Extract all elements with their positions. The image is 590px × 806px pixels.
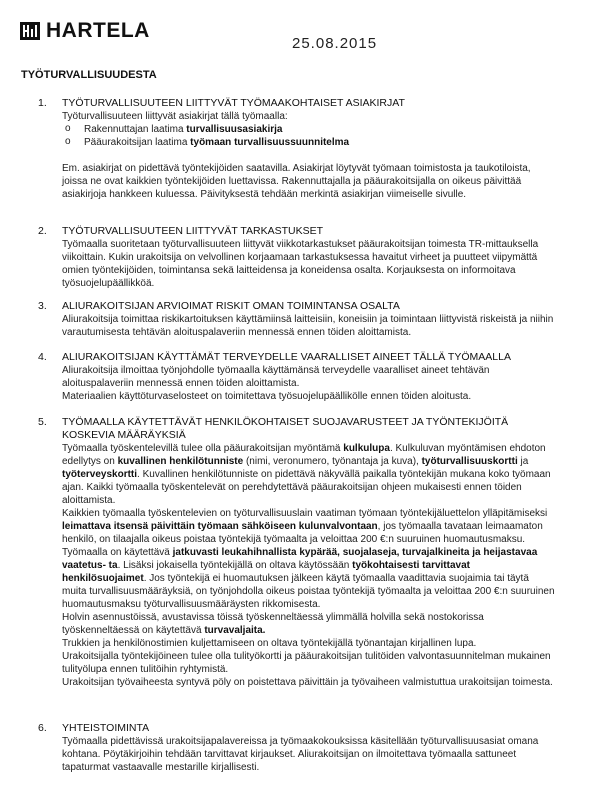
list-item [62, 123, 556, 136]
paragraph: Trukkien ja henkilönostimien kuljettamiseen on oltava työntekijällä työnantajan kirjallinen lupa. [62, 638, 477, 649]
list-item [62, 136, 556, 149]
section-body [38, 442, 556, 689]
section-body [38, 364, 556, 403]
section-body [38, 735, 556, 774]
paragraph: Holvin asennustöissä, avustavissa töissä työskenneltäessä ylimmällä holvilla sekä nostokorissa työskenneltäessä on käytettävä turvavaljaita. [62, 612, 484, 636]
section-number: 1. [38, 97, 47, 109]
section-3 [38, 300, 556, 339]
section-body [38, 313, 556, 339]
logo-text: HARTELA [46, 19, 150, 42]
section-heading [38, 416, 556, 442]
paragraph: Aliurakoitsija toimittaa riskikartoituksen käyttämiinsä laitteisiin, koneisiin ja toimintaan liittyvistä riskeistä ja niihin varautumisesta tehtävän aloituspalaveriin mennessä ennen töiden aloittamista. [62, 314, 554, 338]
section-body [38, 110, 556, 201]
section-number: 5. [38, 416, 47, 428]
section-number: 2. [38, 225, 47, 237]
hartela-logo-icon [19, 20, 41, 42]
list-item-text: Pääurakoitsijan laatima [84, 137, 191, 148]
section-number: 6. [38, 722, 47, 734]
section-6 [38, 722, 556, 774]
section-title: TYÖTURVALLISUUTEEN LIITTYVÄT TYÖMAAKOHTAISET ASIAKIRJAT [62, 97, 405, 109]
section-number: 3. [38, 300, 47, 312]
list-item-bold: turvallisuusasiakirja [186, 124, 283, 135]
section-title: TYÖTURVALLISUUTEEN LIITTYVÄT TARKASTUKSET [62, 225, 324, 237]
paragraph: Materiaalien käyttöturvaselosteet on toimitettava työsuojelupäällikölle ennen töiden aloitusta. [62, 391, 472, 402]
paragraph: Työmaalla suoritetaan työturvallisuuteen liittyvät viikkotarkastukset pääurakoitsijan toimesta TR-mittauksella viikoittain. Kukin urakoitsija on velvollinen korjaamaan tarkastuksessa havaitut virheet ja puutteet viipymättä omien työntekijöiden, toimintansa sekä laitteidensa ja koneidensa osalta. Korjauksesta on informoitava työsuojelupäällikköä. [62, 239, 539, 289]
section-number: 4. [38, 351, 47, 363]
list-item-bold: työmaan turvallisuussuunnitelma [190, 137, 350, 148]
section-4 [38, 351, 556, 403]
section-heading [38, 225, 556, 238]
section-heading [38, 722, 556, 735]
paragraph: Työmaalla pidettävissä urakoitsijapalavereissa ja työmaakokouksissa käsitellään työturvallisuusasiat omana kohtana. Pöytäkirjoihin tehdään tarvittavat kirjaukset. Aliurakoitsijan on ilmoitettava työmaalla sattuneet tapaturmat vastaavalle mestarille kirjallisesti. [62, 736, 539, 773]
section-title: YHTEISTOIMINTA [62, 722, 150, 734]
section-5 [38, 416, 556, 689]
paragraph: Em. asiakirjat on pidettävä työntekijöiden saatavilla. Asiakirjat löytyvät työmaan toimistosta ja taukotiloista, joissa ne ovat kaikkien työntekijöiden luettavissa. Rakennuttajalla ja pääurakoitsijalla on oikeus päivittää asiakirjoja hankkeen kuluessa. Päivityksestä tehdään merkintä asiakirjan viimeiselle sivulle. [62, 163, 531, 200]
section-1 [38, 97, 556, 201]
paragraph: Aliurakoitsija ilmoittaa työnjohdolle työmaalla käyttämänsä terveydelle vaaralliset aineet tehtävän aloituspalaveriin mennessä ennen töiden aloittamista. [62, 365, 490, 389]
paragraph: Urakoitsijalla työntekijöineen tulee olla tulityökortti ja pääurakoitsijan tulitöiden valvontasuunnitelman mukainen tulityölupa ennen tulitöihin ryhtymistä. [62, 651, 551, 675]
section-heading [38, 300, 556, 313]
section-body [38, 238, 556, 290]
section-heading [38, 351, 556, 364]
section-title: TYÖMAALLA KÄYTETTÄVÄT HENKILÖKOHTAISET SUOJAVARUSTEET JA TYÖNTEKIJÖITÄ KOSKEVIA MÄÄRÄYKSIÄ [62, 416, 509, 441]
document-date: 25.08.2015 [292, 35, 378, 52]
list-item-text: Rakennuttajan laatima [84, 124, 187, 135]
section-title: ALIURAKOITSIJAN KÄYTTÄMÄT TERVEYDELLE VAARALLISET AINEET TÄLLÄ TYÖMAALLA [62, 351, 511, 363]
paragraph: Urakoitsijan työvaiheesta syntyvä pöly on poistettava päivittäin ja työvaiheen valmistuttua urakoitsijan toimesta. [62, 677, 553, 688]
section-heading [38, 97, 556, 110]
document-title: TYÖTURVALLISUUDESTA [21, 69, 157, 81]
paragraph: Työturvallisuuteen liittyvät asiakirjat tällä työmaalla: [62, 111, 288, 122]
paragraph: Kaikkien työmaalla työskentelevien on työturvallisuuslain vaatiman työmaan työntekijäluettelon ylläpitämiseksi leimattava itsensä päivittäin työmaan sähköiseen kulunvalvontaan, jos työmaalla tavataan leimaamaton henkilö, on tilaajalla oikeus poistaa työntekijä työmaalta ja veloittaa 200 €:n suuruinen huomautusmaksu. [62, 508, 548, 545]
company-logo [19, 20, 150, 42]
paragraph: Työmaalla on käytettävä jatkuvasti leukahihnallista kypärää, suojalaseja, turvajalkineita ja heijastavaa vaatetus- ta. Lisäksi jokaisella työntekijällä on oltava käytössään työkohtaisesti tarvittavat henkilösuojaimet. Jos työntekijä ei huomautuksen jälkeen käytä työmaalla vaadittavia suojaimia tai täytä muita turvallisuusmääräyksiä, on työnjohdolla oikeus poistaa työntekijä työmaalta ja veloittaa 200 €:n suuruinen huomautusmaksu työturvallisuusmääräysten rikkomisesta. [62, 547, 555, 610]
paragraph: Työmaalla työskentelevillä tulee olla pääurakoitsijan myöntämä kulkulupa. Kulkuluvan myöntämisen ehdoton edellytys on kuvallinen henkilötunniste (nimi, veronumero, työnantaja ja kuva), työturvallisuuskortti ja työterveyskortti. Kuvallinen henkilötunniste on pidettävä näkyvällä paikalla työntekijän mukana koko työmaan ajan. Kaikki työmaalla työskentelevät on perehdytettävä pääurakoitsijan ohjeen mukaisesti ennen töiden aloittamista. [62, 443, 551, 506]
section-title: ALIURAKOITSIJAN ARVIOIMAT RISKIT OMAN TOIMINTANSA OSALTA [62, 300, 400, 312]
section-2 [38, 225, 556, 290]
bullet-list [62, 123, 556, 149]
